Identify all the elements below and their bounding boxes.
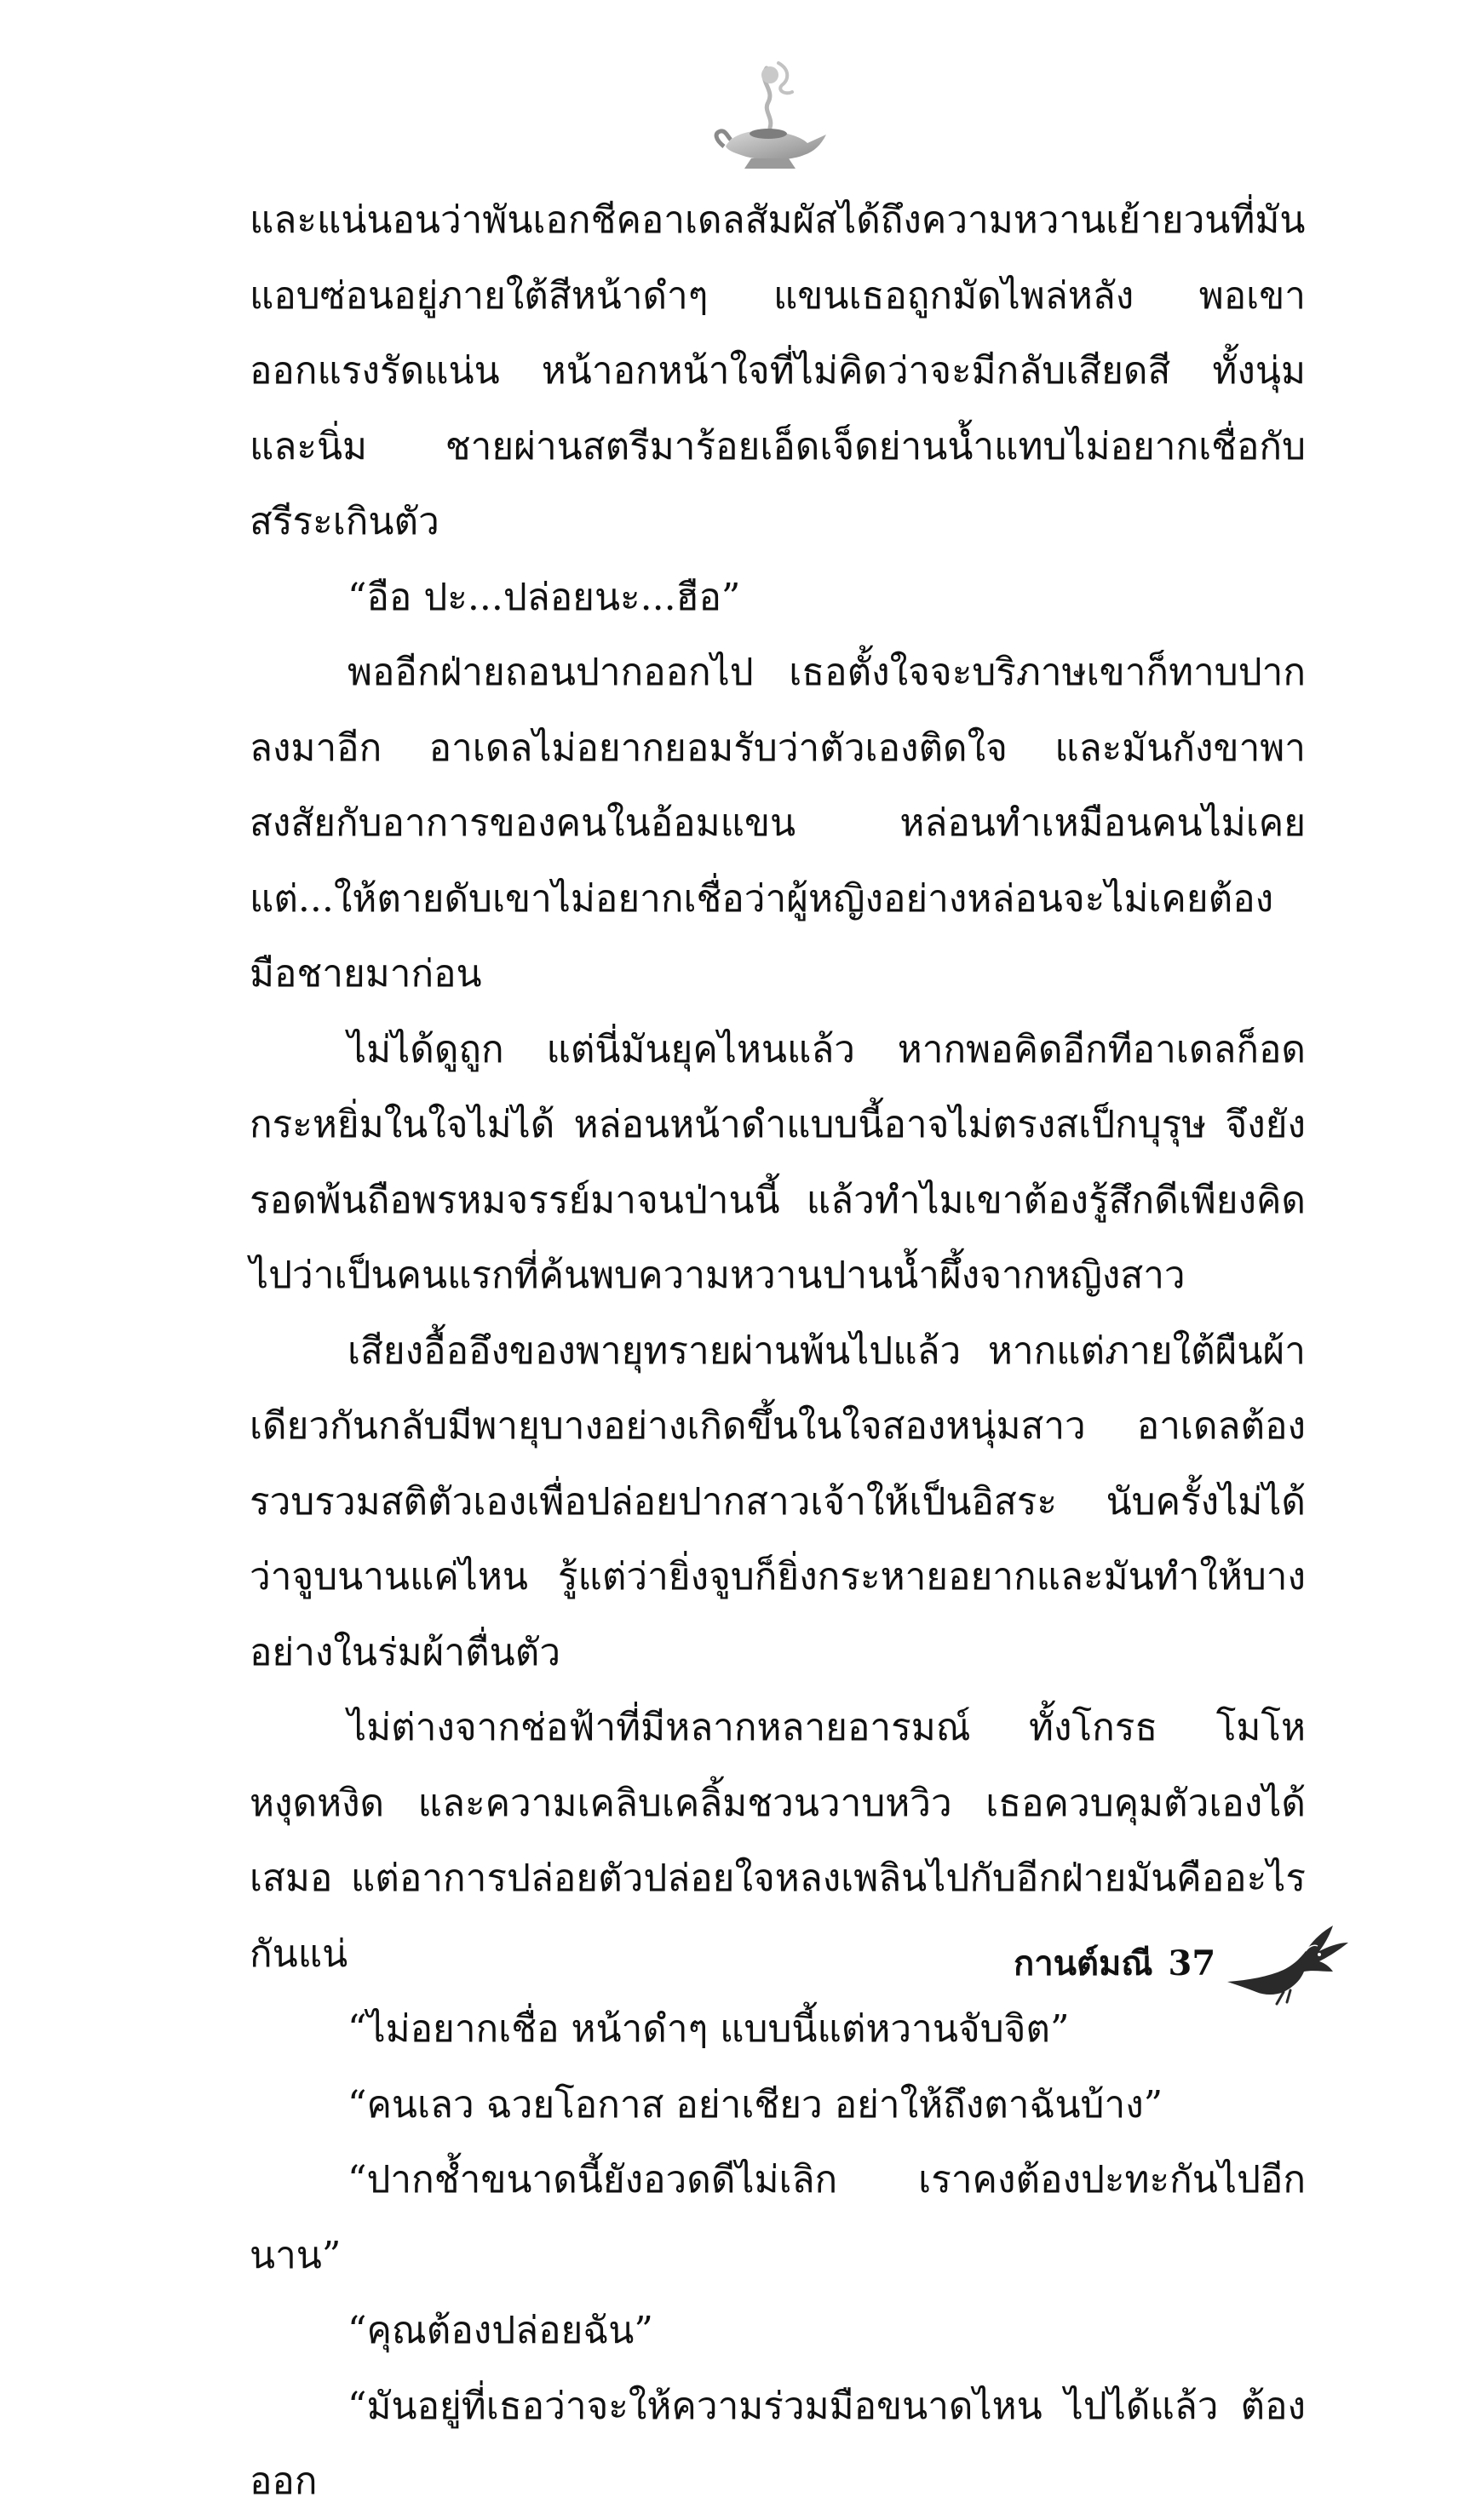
paragraph: เสียงอื้ออึงของพายุทรายผ่านพ้นไปแล้ว หากแต่ภายใต้ผืนผ้าเดียวกันกลับมีพายุบางอย่างเกิดขึ้นในใจสองหนุ่มสาว อาเดลต้องรวบรวมสติตัวเองเพื่อปล่อยปากสาวเจ้าให้เป็นอิสระ นับครั้งไม่ได้ว่าจูบนานแค่ไหน รู้แต่ว่ายิ่งจูบก็ยิ่งกระหายอยากและมันทำให้บางอย่างในร่มผ้าตื่นตัว <box>250 1329 1306 1674</box>
paragraph: พออีกฝ่ายถอนปากออกไป เธอตั้งใจจะบริภาษเขาก็ทาบปากลงมาอีก อาเดลไม่อยากยอมรับว่าตัวเองติดใจ และมันกังขาพาสงสัยกับอาการของคนในอ้อมแขน หล่อนทำเหมือนคนไม่เคย แต่...ให้ตายดับเขาไม่อยากเชื่อว่าผู้หญิงอย่างหล่อนจะไม่เคยต้องมือชายมาก่อน <box>250 651 1306 996</box>
eagle-icon <box>1224 1920 1352 2006</box>
book-title: กานต์มณี <box>1014 1944 1153 1983</box>
magic-lamp-icon <box>707 51 835 179</box>
paragraph: และแน่นอนว่าพันเอกชีคอาเดลสัมผัสได้ถึงความหวานเย้ายวนที่มันแอบซ่อนอยู่ภายใต้สีหน้าดำๆ แขนเธอถูกมัดไพล่หลัง พอเขาออกแรงรัดแน่น หน้าอกหน้าใจที่ไม่คิดว่าจะมีกลับเสียดสี ทั้งนุ่มและนิ่ม ชายผ่านสตรีมาร้อยเอ็ดเจ็ดย่านน้ำแทบไม่อยากเชื่อกับสรีระเกินตัว <box>250 198 1306 543</box>
dialogue-line: “คุณต้องปล่อยฉัน” <box>348 2309 653 2352</box>
dialogue-line: “ไม่อยากเชื่อ หน้าดำๆ แบบนี้แต่หวานจับจิต” <box>348 2007 1070 2051</box>
page-number: 37 <box>1168 1943 1216 1983</box>
paragraph: ไม่ต่างจากช่อฟ้าที่มีหลากหลายอารมณ์ ทั้งโกรธ โมโห หงุดหงิด และความเคลิบเคลิ้มชวนวาบหวิว เธอควบคุมตัวเองได้เสมอ แต่อาการปล่อยตัวปล่อยใจหลงเพลินไปกับอีกฝ่ายมันคืออะไรกันแน่ <box>250 1706 1306 1976</box>
dialogue-line: “อือ ปะ...ปล่อยนะ...ฮือ” <box>348 575 741 619</box>
dialogue-line: “มันอยู่ที่เธอว่าจะให้ความร่วมมือขนาดไหน ไปได้แล้ว ต้องออก <box>250 2384 1306 2503</box>
paragraph: ไม่ได้ดูถูก แต่นี่มันยุคไหนแล้ว หากพอคิดอีกทีอาเดลก็อดกระหยิ่มในใจไม่ได้ หล่อนหน้าดำแบบนี้อาจไม่ตรงสเป็กบุรุษ จึงยังรอดพ้นถือพรหมจรรย์มาจนป่านนี้ แล้วทำไมเขาต้องรู้สึกดีเพียงคิดไปว่าเป็นคนแรกที่ค้นพบความหวานปานน้ำผึ้งจากหญิงสาว <box>250 1027 1306 1297</box>
dialogue-line: “คนเลว ฉวยโอกาส อย่าเชียว อย่าให้ถึงตาฉันบ้าง” <box>348 2082 1163 2127</box>
body-text <box>250 183 1306 2520</box>
dialogue-line: “ปากช้ำขนาดนี้ยังอวดดีไม่เลิก เราคงต้องปะทะกันไปอีกนาน” <box>250 2158 1306 2277</box>
page-footer <box>1014 1920 1352 2006</box>
